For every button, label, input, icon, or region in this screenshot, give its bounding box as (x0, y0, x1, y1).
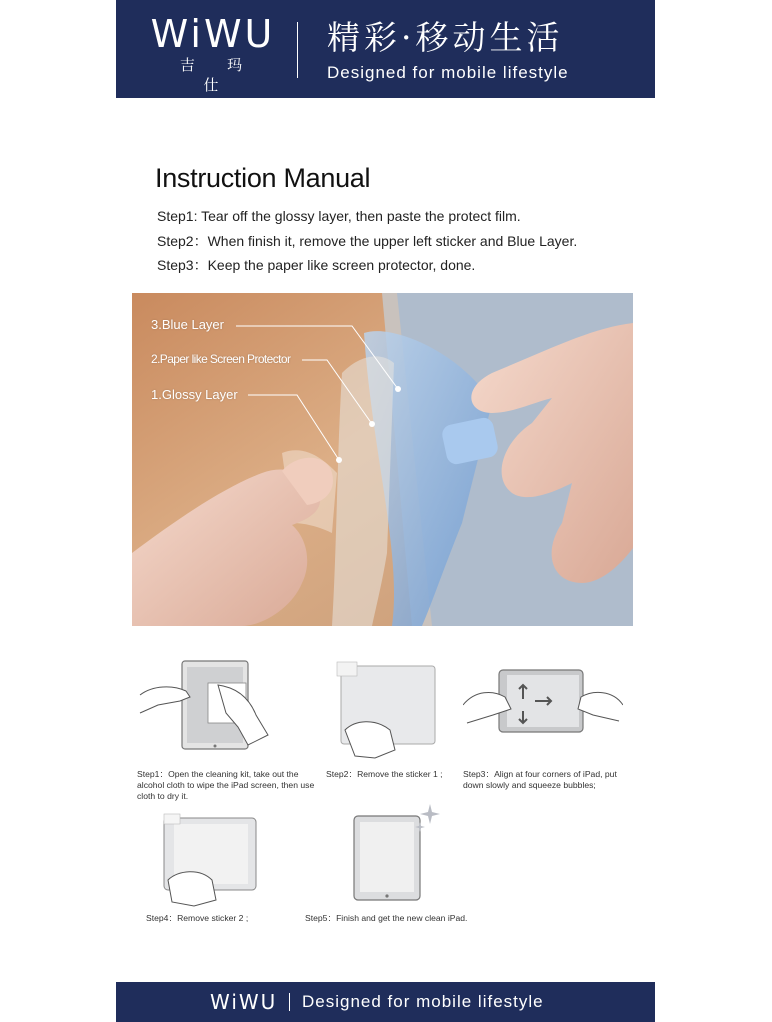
manual-title: Instruction Manual (155, 163, 371, 193)
brand-block (150, 14, 276, 96)
manual-step-3: Step3：Keep the paper like screen protector, done. (157, 257, 476, 273)
manual-steps (157, 204, 577, 278)
product-photo (132, 293, 633, 626)
label-blue-layer: 3.Blue Layer (151, 317, 224, 332)
footer-tagline: Designed for mobile lifestyle (302, 992, 544, 1011)
footer-banner (116, 982, 655, 1022)
slogan-chinese: 精彩·移动生活 (327, 18, 564, 57)
brand-chinese-name: 吉 玛 仕 (179, 57, 257, 94)
slogan-english: Designed for mobile lifestyle (327, 63, 569, 82)
brand-logo: WiWU (150, 12, 276, 56)
step4-illustration (160, 812, 260, 907)
step1-caption: Step1：Open the cleaning kit, take out the alcohol cloth to wipe the iPad screen, then use cloth to dry it. (137, 769, 315, 801)
step2-illustration (335, 660, 445, 760)
step5-caption: Step5：Finish and get the new clean iPad. (305, 913, 468, 923)
footer-logo: WiWU (210, 990, 278, 1014)
step3-caption: Step3：Align at four corners of iPad, put down slowly and squeeze bubbles; (463, 769, 617, 790)
manual-step-1: Step1: Tear off the glossy layer, then paste the protect film. (157, 208, 521, 224)
step4-caption: Step4：Remove sticker 2 ; (146, 913, 249, 923)
header-banner (116, 0, 655, 98)
header-divider (297, 22, 298, 78)
step3-illustration (463, 665, 623, 740)
step2-caption: Step2：Remove the sticker 1 ; (326, 769, 443, 779)
footer-divider (289, 993, 290, 1011)
label-glossy-layer: 1.Glossy Layer (151, 387, 238, 402)
step1-illustration (138, 655, 288, 760)
manual-step-2: Step2：When finish it, remove the upper left sticker and Blue Layer. (157, 232, 578, 249)
label-paper-protector: 2.Paper like Screen Protector (151, 352, 291, 366)
step5-illustration (350, 800, 445, 905)
